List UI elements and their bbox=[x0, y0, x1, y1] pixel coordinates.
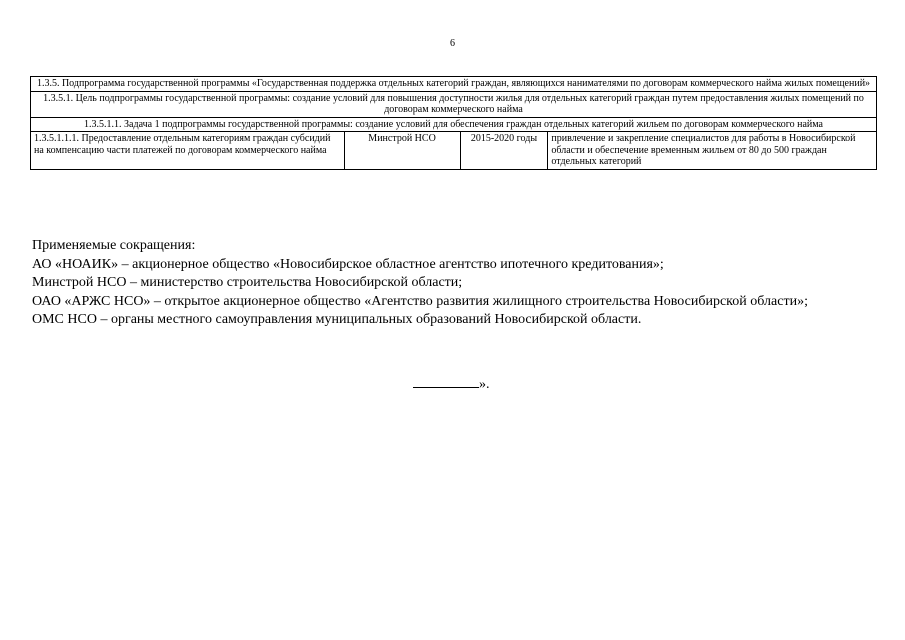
activity-row bbox=[31, 132, 877, 170]
page-number: 6 bbox=[450, 38, 455, 49]
activity-result-cell: привлечение и закрепление специалистов для работы в Новосибирской области и обеспечение временным жильем от 80 до 500 граждан отдельных категорий bbox=[548, 132, 877, 170]
closing-line bbox=[413, 375, 490, 393]
program-table bbox=[30, 76, 877, 170]
abbreviations-heading: Применяемые сокращения: bbox=[32, 238, 196, 253]
abbreviation-item: Минстрой НСО – министерство строительства Новосибирской области; bbox=[32, 275, 463, 290]
abbreviation-item: ОМС НСО – органы местного самоуправления муниципальных образований Новосибирской области. bbox=[32, 312, 642, 327]
goal-cell: 1.3.5.1. Цель подпрограммы государственной программы: создание условий для повышения доступности жилья для отдельных категорий граждан путем предоставления жилых помещений по договорам коммерческого найма bbox=[31, 91, 877, 117]
goal-row bbox=[31, 91, 877, 117]
task-cell: 1.3.5.1.1. Задача 1 подпрограммы государственной программы: создание условий для обеспечения граждан отдельных категорий жильем по договорам коммерческого найма bbox=[31, 117, 877, 132]
task-row bbox=[31, 117, 877, 132]
activity-period-cell: 2015-2020 годы bbox=[460, 132, 548, 170]
abbreviation-item: АО «НОАИК» – акционерное общество «Новосибирское областное агентство ипотечного кредитования»; bbox=[32, 256, 664, 272]
subprogram-cell: 1.3.5. Подпрограмма государственной программы «Государственная поддержка отдельных категорий граждан, являющихся нанимателями по договорам коммерческого найма жилых помещений» bbox=[31, 77, 877, 92]
closing-quote: ». bbox=[479, 377, 490, 392]
abbreviation-item: ОАО «АРЖС НСО» – открытое акционерное общество «Агентство развития жилищного строительства Новосибирской области»; bbox=[32, 293, 808, 309]
activity-name-cell: 1.3.5.1.1.1. Предоставление отдельным категориям граждан субсидий на компенсацию части платежей по договорам коммерческого найма bbox=[31, 132, 345, 170]
subprogram-row bbox=[31, 77, 877, 92]
activity-executor-cell: Минстрой НСО bbox=[344, 132, 460, 170]
abbreviations-block bbox=[32, 237, 808, 330]
blank-underline bbox=[413, 375, 479, 388]
